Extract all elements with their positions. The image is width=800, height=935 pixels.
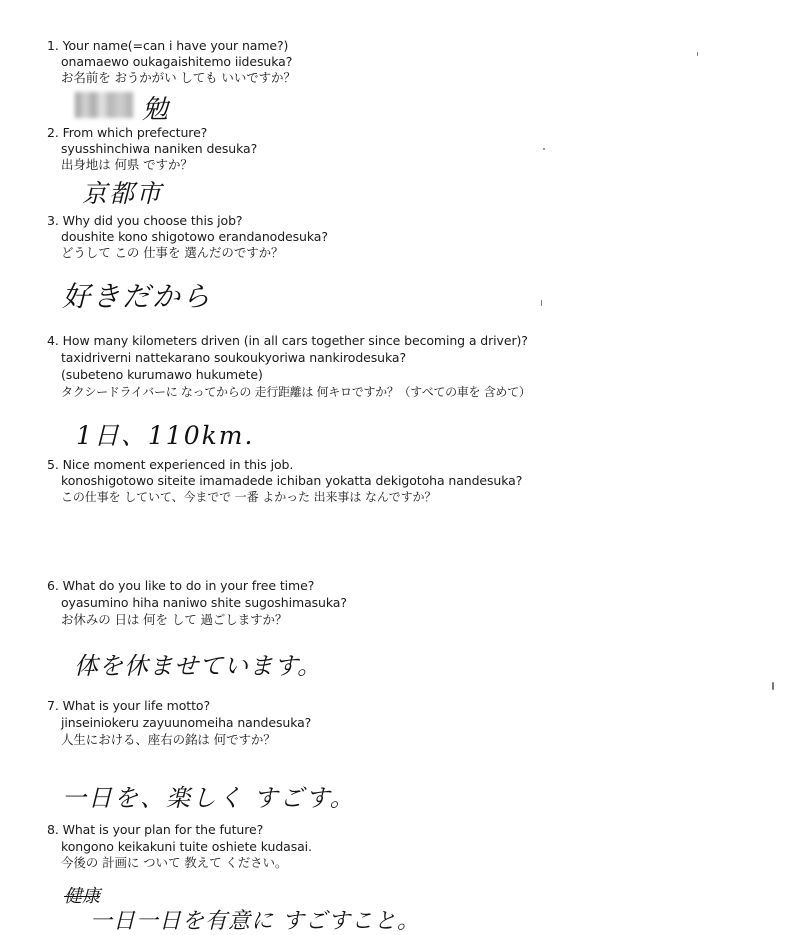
question-7-japanese: 人生における、座右の銘は 何ですか？: [61, 732, 276, 747]
question-3-english: 3. Why did you choose this job?: [47, 213, 243, 228]
scan-speck: [697, 52, 698, 56]
answer-2-handwritten: 京都市: [82, 179, 164, 208]
answer-1-handwritten: 勉: [142, 95, 169, 125]
scan-speck: [541, 300, 542, 306]
answer-8-struck-out: 健康: [64, 886, 100, 907]
scan-speck: [543, 148, 545, 150]
question-6-english: 6. What do you like to do in your free time?: [47, 578, 315, 593]
question-8-romaji: kongono keikakuni tuite oshiete kudasai.: [61, 839, 312, 854]
question-6-japanese: お休みの 日は 何を して 過ごしますか？: [61, 612, 288, 627]
scan-speck: [772, 682, 774, 690]
question-3-romaji: doushite kono shigotowo erandanodesuka?: [61, 229, 328, 244]
question-1-english: 1. Your name(=can i have your name?): [47, 38, 289, 53]
question-1-japanese: お名前を おうかがい しても いいですか？: [61, 70, 296, 85]
answer-3-handwritten: 好きだから: [62, 280, 213, 313]
question-7-romaji: jinseiniokeru zayuunomeiha nandesuka?: [61, 715, 312, 730]
question-5-japanese: この仕事を していて、今までで 一番 よかった 出来事は なんですか？: [61, 490, 437, 504]
question-2-english: 2. From which prefecture?: [47, 125, 208, 140]
question-8-japanese: 今後の 計画に ついて 教えて ください。: [61, 855, 288, 870]
question-5-romaji: konoshigotowo siteite imamadede ichiban yokatta dekigotoha nandesuka?: [61, 473, 523, 488]
question-4-romaji: taxidriverni nattekarano soukoukyoriwa nankirodesuka?: [61, 350, 407, 365]
question-5-english: 5. Nice moment experienced in this job.: [47, 457, 294, 472]
question-3-japanese: どうして この 仕事を 選んだのですか？: [61, 245, 284, 260]
question-4-japanese: タクシードライバーに なってからの 走行距離は 何キロですか？（すべての車を 含めて）: [61, 385, 531, 399]
answer-6-handwritten: 体を休ませています。: [74, 652, 323, 680]
question-2-romaji: syusshinchiwa naniken desuka?: [61, 141, 258, 156]
question-8-english: 8. What is your plan for the future?: [47, 822, 264, 837]
question-6-romaji: oyasumino hiha naniwo shite sugoshimasuka?: [61, 595, 347, 610]
question-1-romaji: onamaewo oukagaishitemo iidesuka?: [61, 54, 293, 69]
question-2-japanese: 出身地は 何県 ですか？: [61, 157, 193, 172]
question-4-romaji-2: (subeteno kurumawo hukumete): [61, 367, 263, 382]
answer-8-handwritten: 一日一日を有意に すごすこと。: [90, 909, 420, 934]
redacted-surname: [75, 92, 133, 118]
answer-7-handwritten: 一日を、楽しく すごす。: [62, 784, 356, 812]
answer-4-handwritten: 1日、110km.: [76, 421, 255, 450]
question-7-english: 7. What is your life motto?: [47, 698, 210, 713]
question-4-english: 4. How many kilometers driven (in all cars together since becoming a driver)?: [47, 333, 528, 348]
